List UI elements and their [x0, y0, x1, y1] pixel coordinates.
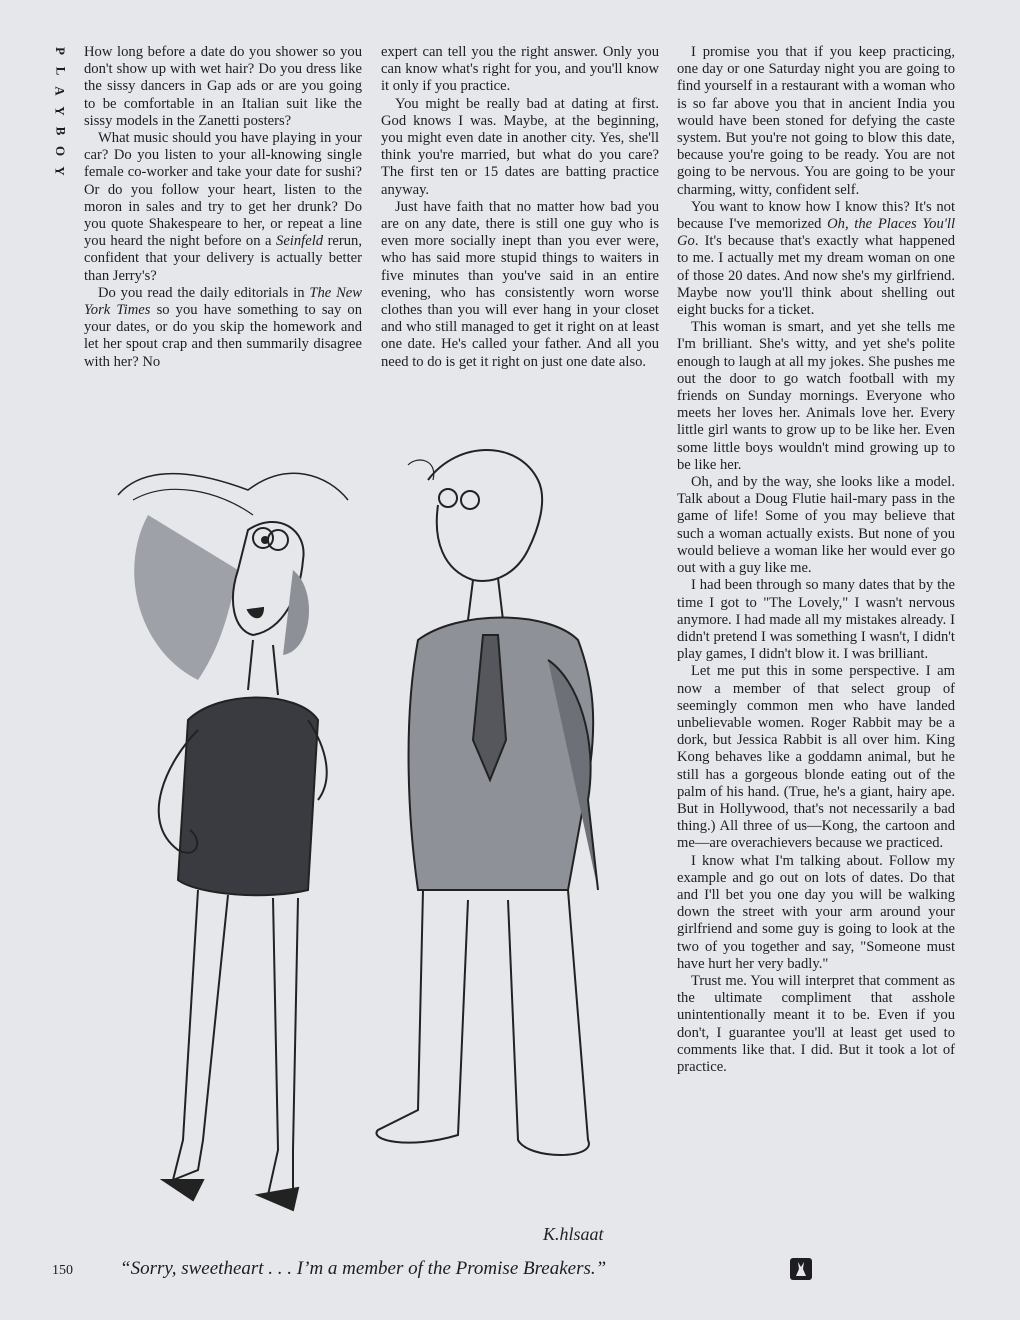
man-figure: [376, 450, 598, 1155]
rabbit-logo-shape: [790, 1258, 812, 1280]
paragraph: This woman is smart, and yet she tells me I'm brilliant. She's witty, and yet she's polite enough to laugh at all my jokes. She pushes me out the door to go watch football with my friends on Sunday mornings. Everyone who meets her loves her. Animals love her. Every little girl wants to grow up to be like her. Even some little boys wouldn't mind growing up to be like her.: [677, 319, 955, 473]
paragraph: What music should you have playing in your car? Do you listen to your all-knowing single female co-worker and take your date for sushi? Or do you follow your heart, listen to the moron in sales and try to get her drunk? Do you quote Shakespeare to her, or repeat a line you heard the night before on a Seinfeld rerun, confident that your delivery is actually better than Jerry's?: [84, 130, 363, 284]
paragraph: Let me put this in some perspective. I am now a member of that select group of seemingly common men who have landed unbelievable women. Roger Rabbit may be a dork, but Jessica Rabbit is all over him. King Kong behaves like a goddamn animal, but he still has a gorgeous blonde eating out of the palm of his hand. (True, he's a giant, hairy ape. But in Hollywood, that's not necessarily a bad thing.) All three of us—Kong, the cartoon and me—are overachievers because we practiced.: [677, 663, 955, 852]
woman-figure: [118, 473, 348, 1210]
running-head-letter: A: [52, 86, 68, 96]
running-head-letter: Y: [52, 166, 68, 176]
artist-signature: K.hlsaat: [543, 1224, 604, 1244]
running-head-letter: P: [52, 47, 68, 55]
article-column-2: [381, 44, 659, 371]
cartoon-illustration: [78, 420, 658, 1250]
page-number: 150: [52, 1263, 73, 1278]
paragraph: I know what I'm talking about. Follow my example and go out on lots of dates. Do that and I'll bet you one day you will be walking down the street with your arm around your girlfriend and some guy is going to look at the two of you together and say, "Someone must have hurt her very badly.": [677, 852, 955, 972]
article-column-1: [84, 44, 362, 371]
italic-title: The New York Times: [84, 284, 363, 319]
paragraph: expert can tell you the right answer. Only you can know what's right for you, and you'll know it only if you practice.: [381, 44, 659, 95]
cartoon-drawing: [78, 420, 658, 1250]
running-head-letter: B: [52, 126, 68, 136]
paragraph: Do you read the daily editorials in The New York Times so you have something to say on your dates, or do you skip the homework and let her spout crap and then summarily disagree with her? No: [84, 284, 363, 370]
running-head: [48, 44, 72, 178]
italic-title: Oh, the Places You'll Go: [677, 216, 955, 250]
paragraph: You might be really bad at dating at first. God knows I was. Maybe, at the beginning, you might even date in another city. Yes, she'll think you're married, but what do you care? The first ten or 15 dates are batting practice anyway.: [381, 95, 659, 198]
running-head-letter: L: [52, 66, 68, 76]
rabbit-logo-icon: [790, 1258, 812, 1280]
paragraph: Oh, and by the way, she looks like a model. Talk about a Doug Flutie hail-mary pass in the game of life! Some of you may believe that such a woman actually exists. But none of you would believe a woman like her would ever go out with a guy like me.: [677, 474, 955, 577]
cartoon-caption: “Sorry, sweetheart . . . I’m a member of the Promise Breakers.”: [120, 1258, 607, 1279]
paragraph: I promise you that if you keep practicing, one day or one Saturday night you are going to find yourself in a restaurant with a woman who is so far above you that in ancient India you would have been stoned for defying the caste system. But you're not going to blow this date, because you're going to be ready. You are not going to be nervous. You are going to be your charming, witty, confident self.: [677, 44, 955, 198]
paragraph: Just have faith that no matter how bad you are on any date, there is still one guy who is even more socially inept than you ever were, who has said more stupid things to waiters in five minutes than you've said in an entire evening, who has consistently worn worse clothes than you will ever hang in your closet and who still managed to get it right on at least one date. He's called your father. And all you need to do is get it right on just one date also.: [381, 198, 659, 370]
paragraph: Trust me. You will interpret that comment as the ultimate compliment that asshole unintentionally meant it to be. Even if you don't, I guarantee you'll at least get used to comments like that. I did. But it took a lot of practice.: [677, 972, 955, 1075]
running-head-letter: O: [53, 145, 68, 157]
paragraph: How long before a date do you shower so you don't show up with wet hair? Do you dress like the sissy dancers in Gap ads or are you going to be comfortable in an Italian suit like the sissy models in the Zanetti posters?: [84, 44, 362, 129]
italic-title: Seinfeld: [276, 233, 324, 250]
paragraph: You want to know how I know this? It's not because I've memorized Oh, the Places You'll Go. It's because that's exactly what happened to me. I actually met my dream woman on one of those 20 dates. And now she's my girlfriend. Maybe now you'll think about shelling out eight bucks for a ticket.: [677, 198, 955, 319]
paragraph: I had been through so many dates that by the time I got to "The Lovely," I wasn't nervous anymore. I had made all my mistakes already. I didn't pretend I was something I wasn't, I didn't play games, I didn't blow it. I was brilliant.: [677, 577, 955, 663]
running-head-letter: Y: [52, 106, 68, 116]
article-column-3: [677, 44, 955, 1076]
